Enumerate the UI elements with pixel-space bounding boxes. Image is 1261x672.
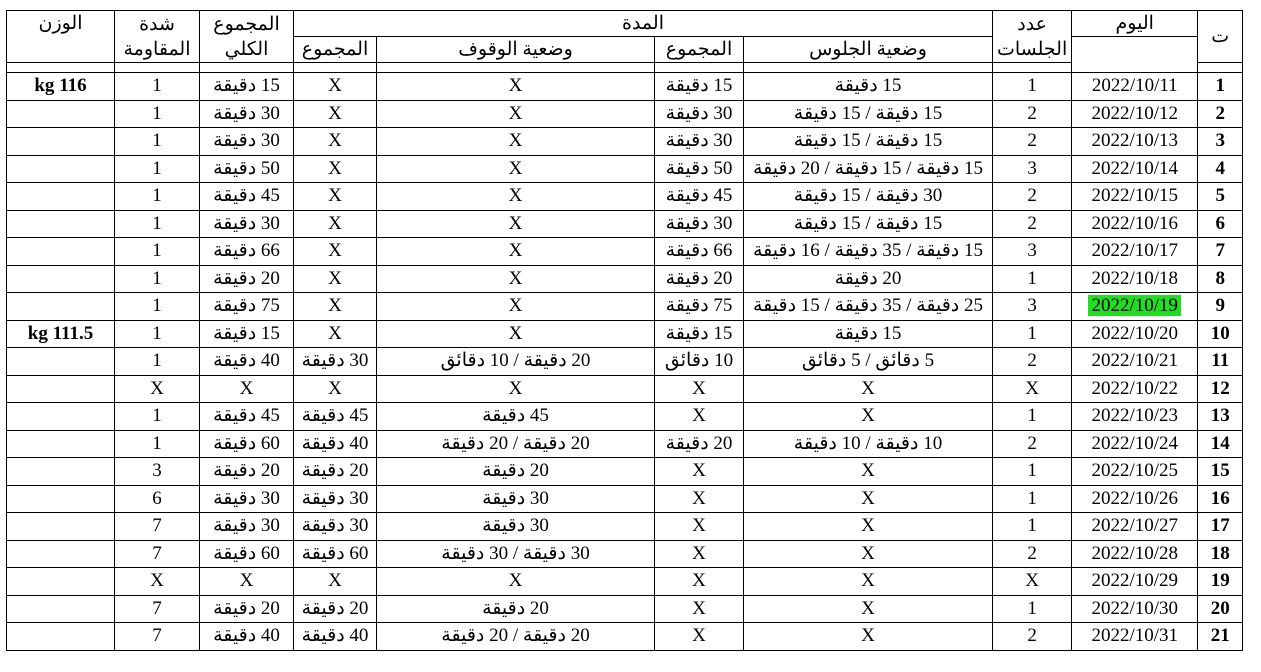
cell-sessions: 2 <box>993 128 1072 156</box>
cell-standing: X <box>377 73 655 101</box>
cell-total: 30 دقيقة <box>200 210 294 238</box>
cell-sum-sitting: 30 دقيقة <box>655 210 744 238</box>
cell-sum-standing: 60 دقيقة <box>294 540 377 568</box>
header-resistance-line2: المقاومة <box>123 38 191 60</box>
cell-day: 2022/10/15 <box>1072 183 1198 211</box>
cell-sum-sitting: X <box>655 513 744 541</box>
cell-sum-standing: X <box>294 155 377 183</box>
header-spacer <box>294 63 377 73</box>
cell-standing: 20 دقيقة / 20 دقيقة <box>377 430 655 458</box>
cell-sessions: 3 <box>993 293 1072 321</box>
cell-standing: X <box>377 100 655 128</box>
cell-sum-standing: 20 دقيقة <box>294 458 377 486</box>
cell-weight <box>7 568 115 596</box>
cell-sum-sitting: X <box>655 485 744 513</box>
cell-weight <box>7 595 115 623</box>
cell-standing: X <box>377 265 655 293</box>
cell-sessions: 2 <box>993 430 1072 458</box>
cell-standing: 30 دقيقة / 30 دقيقة <box>377 540 655 568</box>
cell-total: 40 دقيقة <box>200 348 294 376</box>
cell-sum-sitting: 30 دقيقة <box>655 100 744 128</box>
cell-sum-standing: X <box>294 210 377 238</box>
cell-standing: X <box>377 155 655 183</box>
cell-total: 20 دقيقة <box>200 458 294 486</box>
cell-standing: X <box>377 183 655 211</box>
cell-total: 60 دقيقة <box>200 430 294 458</box>
header-spacer <box>993 63 1072 73</box>
table-row <box>7 128 1243 156</box>
cell-standing: 45 دقيقة <box>377 403 655 431</box>
cell-sum-standing: X <box>294 183 377 211</box>
cell-standing: 30 دقيقة <box>377 513 655 541</box>
highlighted-day: 2022/10/19 <box>1088 295 1181 316</box>
cell-sum-sitting: X <box>655 403 744 431</box>
table-row <box>7 623 1243 651</box>
cell-day: 2022/10/28 <box>1072 540 1198 568</box>
cell-sum-sitting: 15 دقيقة <box>655 320 744 348</box>
cell-sum-sitting: X <box>655 540 744 568</box>
cell-sum-standing: X <box>294 320 377 348</box>
cell-sum-standing: 45 دقيقة <box>294 403 377 431</box>
cell-sum-sitting: X <box>655 458 744 486</box>
cell-standing: X <box>377 293 655 321</box>
cell-sessions: 1 <box>993 595 1072 623</box>
header-resistance <box>115 11 200 63</box>
cell-index: 20 <box>1198 595 1243 623</box>
cell-resistance: 7 <box>115 540 200 568</box>
cell-sum-sitting: X <box>655 375 744 403</box>
cell-sum-standing: X <box>294 238 377 266</box>
cell-sessions: 1 <box>993 485 1072 513</box>
header-total <box>200 11 294 63</box>
cell-index: 1 <box>1198 73 1243 101</box>
cell-sum-sitting: 20 دقيقة <box>655 265 744 293</box>
table-row <box>7 155 1243 183</box>
cell-sum-sitting: X <box>655 595 744 623</box>
cell-total: 15 دقيقة <box>200 320 294 348</box>
cell-resistance: 1 <box>115 348 200 376</box>
cell-sitting: 10 دقيقة / 10 دقيقة <box>744 430 993 458</box>
cell-sessions: 3 <box>993 238 1072 266</box>
cell-index: 18 <box>1198 540 1243 568</box>
cell-total: 50 دقيقة <box>200 155 294 183</box>
cell-day: 2022/10/27 <box>1072 513 1198 541</box>
cell-index: 16 <box>1198 485 1243 513</box>
cell-index: 13 <box>1198 403 1243 431</box>
cell-standing: 20 دقيقة / 10 دقائق <box>377 348 655 376</box>
table-row <box>7 73 1243 101</box>
cell-sum-standing: X <box>294 128 377 156</box>
cell-index: 4 <box>1198 155 1243 183</box>
table-row <box>7 485 1243 513</box>
table-row <box>7 568 1243 596</box>
cell-total: 20 دقيقة <box>200 265 294 293</box>
cell-index: 12 <box>1198 375 1243 403</box>
header-sum-sitting: المجموع <box>655 37 744 63</box>
cell-standing: X <box>377 568 655 596</box>
cell-resistance: 1 <box>115 403 200 431</box>
cell-total: 20 دقيقة <box>200 595 294 623</box>
cell-day: 2022/10/12 <box>1072 100 1198 128</box>
header-spacer <box>1198 63 1243 73</box>
cell-index: 15 <box>1198 458 1243 486</box>
cell-sum-standing: 30 دقيقة <box>294 485 377 513</box>
table-row <box>7 540 1243 568</box>
cell-index: 11 <box>1198 348 1243 376</box>
cell-sum-standing: X <box>294 293 377 321</box>
cell-sitting: 15 دقيقة / 35 دقيقة / 16 دقيقة <box>744 238 993 266</box>
cell-resistance: 7 <box>115 623 200 651</box>
cell-total: 30 دقيقة <box>200 128 294 156</box>
cell-weight <box>7 210 115 238</box>
cell-total: 60 دقيقة <box>200 540 294 568</box>
cell-sessions: 2 <box>993 100 1072 128</box>
cell-standing: X <box>377 238 655 266</box>
header-total-line2: الكلي <box>224 38 269 60</box>
cell-day: 2022/10/25 <box>1072 458 1198 486</box>
cell-sessions: 1 <box>993 403 1072 431</box>
cell-resistance: 6 <box>115 485 200 513</box>
cell-sitting: 15 دقيقة / 15 دقيقة / 20 دقيقة <box>744 155 993 183</box>
cell-standing: X <box>377 210 655 238</box>
header-sessions-line1: عدد <box>1017 13 1048 35</box>
cell-sitting: 15 دقيقة / 15 دقيقة <box>744 100 993 128</box>
header-standing: وضعية الوقوف <box>377 37 655 63</box>
cell-index: 6 <box>1198 210 1243 238</box>
header-spacer <box>655 63 744 73</box>
cell-sitting: 20 دقيقة <box>744 265 993 293</box>
cell-sessions: 1 <box>993 265 1072 293</box>
header-duration: المدة <box>294 11 993 37</box>
cell-day: 2022/10/22 <box>1072 375 1198 403</box>
cell-sitting: 15 دقيقة <box>744 73 993 101</box>
table-row <box>7 100 1243 128</box>
cell-sitting: X <box>744 458 993 486</box>
cell-sessions: 1 <box>993 320 1072 348</box>
header-sitting: وضعية الجلوس <box>744 37 993 63</box>
cell-index: 21 <box>1198 623 1243 651</box>
cell-weight <box>7 623 115 651</box>
cell-sitting: X <box>744 595 993 623</box>
cell-sitting: X <box>744 623 993 651</box>
cell-day <box>1072 293 1198 321</box>
cell-day: 2022/10/20 <box>1072 320 1198 348</box>
cell-day: 2022/10/24 <box>1072 430 1198 458</box>
cell-weight <box>7 513 115 541</box>
cell-sitting: 15 دقيقة / 15 دقيقة <box>744 128 993 156</box>
cell-sessions: 2 <box>993 540 1072 568</box>
cell-sum-sitting: 20 دقيقة <box>655 430 744 458</box>
cell-day: 2022/10/21 <box>1072 348 1198 376</box>
cell-sum-standing: X <box>294 265 377 293</box>
cell-total: X <box>200 375 294 403</box>
cell-resistance: 7 <box>115 513 200 541</box>
cell-total: 66 دقيقة <box>200 238 294 266</box>
cell-resistance: 3 <box>115 458 200 486</box>
cell-total: 30 دقيقة <box>200 513 294 541</box>
session-log-table <box>6 10 1243 651</box>
table-row <box>7 320 1243 348</box>
cell-sitting: 15 دقيقة <box>744 320 993 348</box>
cell-sessions: 2 <box>993 348 1072 376</box>
header-day: اليوم <box>1072 11 1198 37</box>
cell-sessions: 2 <box>993 623 1072 651</box>
cell-sum-sitting: 30 دقيقة <box>655 128 744 156</box>
cell-index: 5 <box>1198 183 1243 211</box>
table-row <box>7 210 1243 238</box>
cell-weight: 116 kg <box>7 73 115 101</box>
cell-sitting: X <box>744 568 993 596</box>
cell-sitting: X <box>744 485 993 513</box>
cell-weight <box>7 348 115 376</box>
cell-standing: X <box>377 375 655 403</box>
cell-weight <box>7 155 115 183</box>
cell-day: 2022/10/16 <box>1072 210 1198 238</box>
table-row <box>7 458 1243 486</box>
cell-resistance: 1 <box>115 73 200 101</box>
cell-resistance: 1 <box>115 320 200 348</box>
cell-resistance: 1 <box>115 100 200 128</box>
header-spacer <box>200 63 294 73</box>
cell-sum-sitting: 10 دقائق <box>655 348 744 376</box>
cell-sum-standing: X <box>294 73 377 101</box>
cell-sitting: X <box>744 513 993 541</box>
cell-resistance: 1 <box>115 293 200 321</box>
cell-sitting: 5 دقائق / 5 دقائق <box>744 348 993 376</box>
cell-total: 75 دقيقة <box>200 293 294 321</box>
cell-sitting: X <box>744 403 993 431</box>
cell-sitting: X <box>744 540 993 568</box>
cell-sitting: X <box>744 375 993 403</box>
cell-sum-standing: 40 دقيقة <box>294 623 377 651</box>
cell-sum-standing: 40 دقيقة <box>294 430 377 458</box>
cell-index: 9 <box>1198 293 1243 321</box>
cell-sitting: 25 دقيقة / 35 دقيقة / 15 دقيقة <box>744 293 993 321</box>
cell-sessions: X <box>993 568 1072 596</box>
cell-weight <box>7 540 115 568</box>
cell-sum-sitting: 50 دقيقة <box>655 155 744 183</box>
cell-day: 2022/10/11 <box>1072 73 1198 101</box>
cell-weight <box>7 458 115 486</box>
header-weight: الوزن <box>7 11 115 63</box>
cell-total: 15 دقيقة <box>200 73 294 101</box>
cell-resistance: 1 <box>115 265 200 293</box>
cell-resistance: 1 <box>115 155 200 183</box>
cell-total: 45 دقيقة <box>200 403 294 431</box>
header-spacer <box>744 63 993 73</box>
cell-total: 30 دقيقة <box>200 485 294 513</box>
table-row <box>7 183 1243 211</box>
table-row <box>7 293 1243 321</box>
cell-day: 2022/10/26 <box>1072 485 1198 513</box>
cell-index: 14 <box>1198 430 1243 458</box>
cell-sum-standing: X <box>294 375 377 403</box>
cell-index: 7 <box>1198 238 1243 266</box>
cell-weight <box>7 293 115 321</box>
cell-weight <box>7 128 115 156</box>
cell-resistance: X <box>115 568 200 596</box>
cell-weight: 111.5 kg <box>7 320 115 348</box>
cell-weight <box>7 430 115 458</box>
header-spacer <box>377 63 655 73</box>
cell-sum-sitting: X <box>655 623 744 651</box>
table-body <box>7 73 1243 651</box>
cell-resistance: 1 <box>115 210 200 238</box>
cell-index: 17 <box>1198 513 1243 541</box>
cell-total: X <box>200 568 294 596</box>
cell-sessions: 1 <box>993 513 1072 541</box>
header-total-line1: المجموع <box>213 13 280 35</box>
cell-sessions: 1 <box>993 458 1072 486</box>
header-sum-standing: المجموع <box>294 37 377 63</box>
table-row <box>7 348 1243 376</box>
header-spacer <box>7 63 115 73</box>
table-row <box>7 595 1243 623</box>
cell-resistance: 1 <box>115 430 200 458</box>
table-row <box>7 430 1243 458</box>
header-sessions-line2: الجلسات <box>997 38 1068 60</box>
header-sessions <box>993 11 1072 63</box>
cell-sum-sitting: 45 دقيقة <box>655 183 744 211</box>
cell-total: 30 دقيقة <box>200 100 294 128</box>
cell-standing: 20 دقيقة <box>377 458 655 486</box>
cell-sessions: 1 <box>993 73 1072 101</box>
cell-weight <box>7 238 115 266</box>
table-row <box>7 238 1243 266</box>
cell-sessions: 3 <box>993 155 1072 183</box>
cell-resistance: 1 <box>115 238 200 266</box>
cell-sum-standing: 30 دقيقة <box>294 513 377 541</box>
cell-standing: X <box>377 128 655 156</box>
cell-day: 2022/10/29 <box>1072 568 1198 596</box>
table-header <box>7 11 1243 73</box>
cell-standing: 20 دقيقة <box>377 595 655 623</box>
cell-index: 3 <box>1198 128 1243 156</box>
header-day-blank <box>1072 37 1198 73</box>
cell-total: 40 دقيقة <box>200 623 294 651</box>
cell-sum-sitting: 75 دقيقة <box>655 293 744 321</box>
cell-sum-sitting: X <box>655 568 744 596</box>
table-row <box>7 375 1243 403</box>
cell-resistance: 1 <box>115 183 200 211</box>
cell-standing: 20 دقيقة / 20 دقيقة <box>377 623 655 651</box>
cell-day: 2022/10/18 <box>1072 265 1198 293</box>
cell-sum-sitting: 66 دقيقة <box>655 238 744 266</box>
cell-weight <box>7 375 115 403</box>
cell-resistance: 7 <box>115 595 200 623</box>
cell-day: 2022/10/31 <box>1072 623 1198 651</box>
cell-day: 2022/10/30 <box>1072 595 1198 623</box>
cell-weight <box>7 403 115 431</box>
header-resistance-line1: شدة <box>139 13 175 35</box>
cell-sessions: 2 <box>993 183 1072 211</box>
cell-weight <box>7 485 115 513</box>
cell-sum-standing: X <box>294 568 377 596</box>
cell-index: 19 <box>1198 568 1243 596</box>
cell-day: 2022/10/23 <box>1072 403 1198 431</box>
cell-index: 8 <box>1198 265 1243 293</box>
header-spacer <box>115 63 200 73</box>
table-row <box>7 513 1243 541</box>
cell-resistance: X <box>115 375 200 403</box>
cell-day: 2022/10/14 <box>1072 155 1198 183</box>
cell-day: 2022/10/13 <box>1072 128 1198 156</box>
cell-index: 10 <box>1198 320 1243 348</box>
cell-standing: 30 دقيقة <box>377 485 655 513</box>
cell-sitting: 30 دقيقة / 15 دقيقة <box>744 183 993 211</box>
cell-sum-standing: 20 دقيقة <box>294 595 377 623</box>
cell-resistance: 1 <box>115 128 200 156</box>
cell-sitting: 15 دقيقة / 15 دقيقة <box>744 210 993 238</box>
cell-weight <box>7 183 115 211</box>
cell-day: 2022/10/17 <box>1072 238 1198 266</box>
table-row <box>7 403 1243 431</box>
cell-standing: X <box>377 320 655 348</box>
cell-sum-standing: 30 دقيقة <box>294 348 377 376</box>
header-index: ت <box>1198 11 1243 63</box>
cell-sum-standing: X <box>294 100 377 128</box>
cell-total: 45 دقيقة <box>200 183 294 211</box>
cell-weight <box>7 100 115 128</box>
cell-sessions: 2 <box>993 210 1072 238</box>
table-row <box>7 265 1243 293</box>
cell-weight <box>7 265 115 293</box>
cell-sum-sitting: 15 دقيقة <box>655 73 744 101</box>
cell-index: 2 <box>1198 100 1243 128</box>
cell-sessions: X <box>993 375 1072 403</box>
